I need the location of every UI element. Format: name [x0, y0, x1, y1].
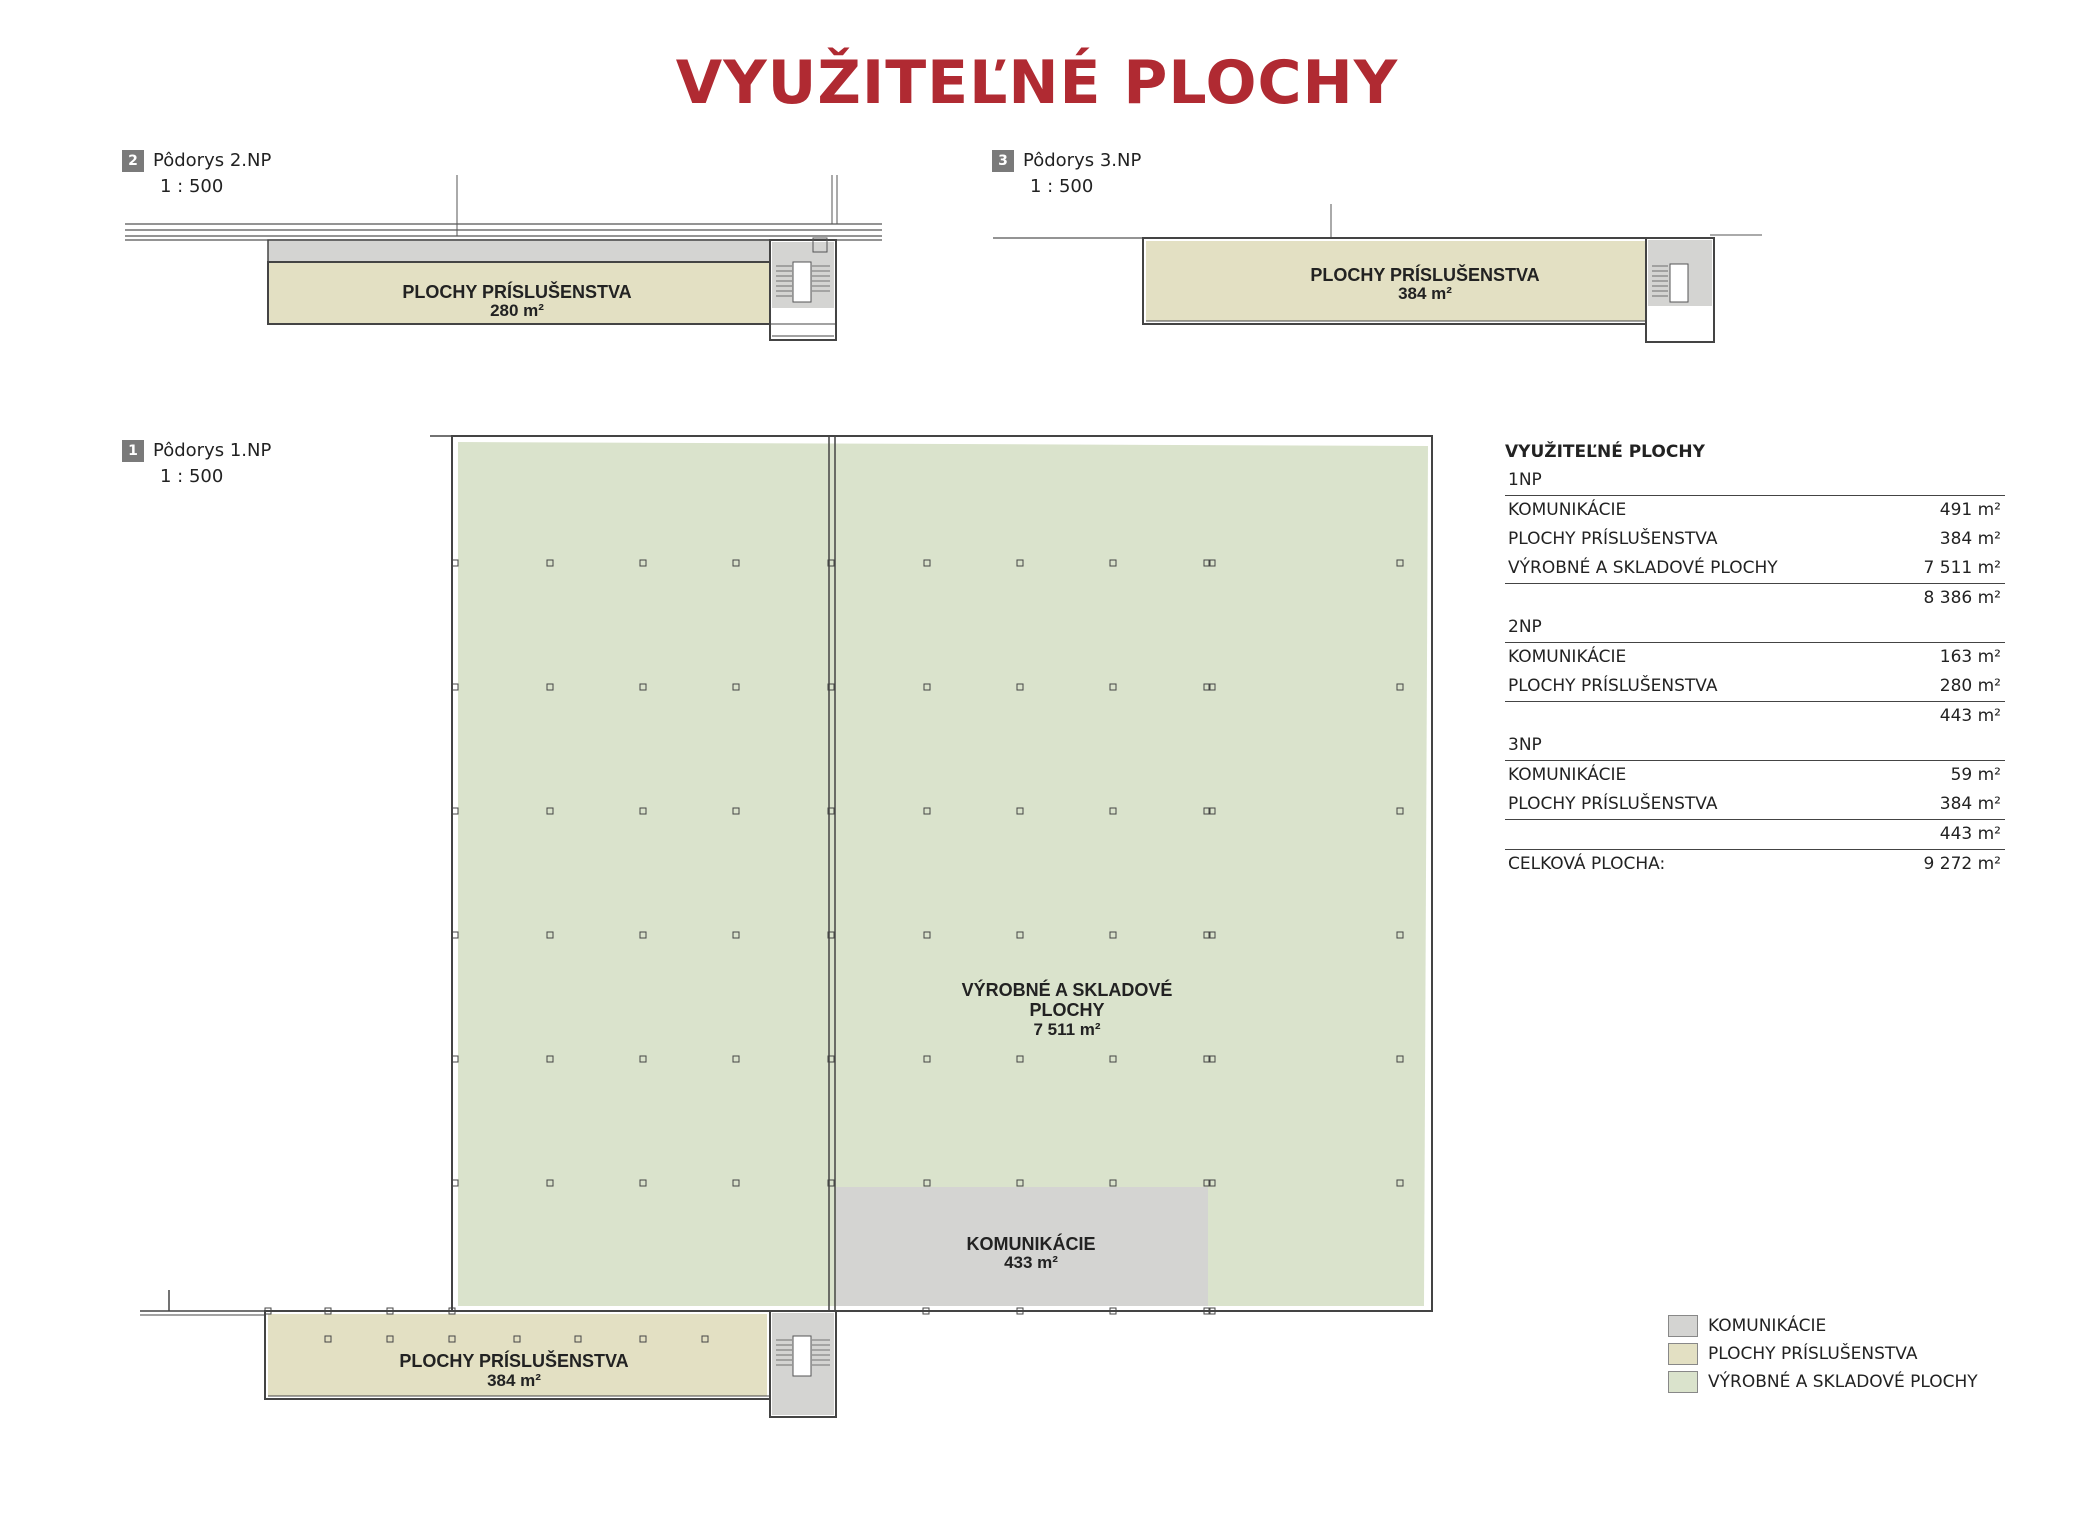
row-value: 491 m²: [1939, 500, 2001, 520]
legend-item-vyrobne: [1668, 1368, 1978, 1396]
summary-row: [1505, 525, 2005, 554]
np3-zone-area: 384 m²: [1398, 284, 1452, 303]
legend-swatch: [1668, 1343, 1698, 1365]
page-title: VYUŽITEĽNÉ PLOCHY: [675, 48, 1399, 118]
legend-label: KOMUNIKÁCIE: [1708, 1316, 1827, 1336]
np2-zone-area: 280 m²: [490, 301, 544, 320]
summary-row: [1505, 643, 2005, 672]
plan-number-badge: 2: [122, 150, 144, 172]
subtotal-value: 443 m²: [1939, 824, 2001, 844]
legend: [1668, 1312, 1978, 1396]
summary-section-3np: [1505, 731, 2005, 761]
row-label: KOMUNIKÁCIE: [1508, 500, 1627, 520]
legend-label: PLOCHY PRÍSLUŠENSTVA: [1708, 1344, 1918, 1364]
plan-2np: [125, 175, 882, 340]
row-label: PLOCHY PRÍSLUŠENSTVA: [1508, 794, 1718, 814]
grand-total-value: 9 272 m²: [1923, 854, 2001, 874]
subtotal-value: 443 m²: [1939, 706, 2001, 726]
np1-prislusenstvo-area: 384 m²: [487, 1371, 541, 1390]
summary-heading: VYUŽITEĽNÉ PLOCHY: [1505, 442, 1705, 462]
np1-komunikacie-area: 433 m²: [1004, 1253, 1058, 1272]
row-label: KOMUNIKÁCIE: [1508, 647, 1627, 667]
floor-label: 3NP: [1508, 735, 1542, 755]
np1-vyrobne-name-1: VÝROBNÉ A SKLADOVÉ: [961, 980, 1173, 1000]
plan-3np: [993, 204, 1762, 342]
summary-grand-total: [1505, 850, 2005, 879]
legend-item-prislusenstvo: [1668, 1340, 1978, 1368]
legend-swatch: [1668, 1315, 1698, 1337]
row-value: 59 m²: [1950, 765, 2001, 785]
row-value: 384 m²: [1939, 529, 2001, 549]
legend-item-komunikacie: [1668, 1312, 1978, 1340]
legend-swatch: [1668, 1371, 1698, 1393]
summary-row: [1505, 790, 2005, 820]
summary-section-1np: [1505, 466, 2005, 496]
plan-scale: 1 : 500: [1030, 176, 1094, 197]
summary-subtotal: [1505, 584, 2005, 613]
row-value: 280 m²: [1939, 676, 2001, 696]
plan-name: Pôdorys 1.NP: [153, 440, 272, 461]
summary-row: [1505, 672, 2005, 702]
summary-table: [1505, 438, 2005, 879]
row-label: PLOCHY PRÍSLUŠENSTVA: [1508, 676, 1718, 696]
floor-label: 1NP: [1508, 470, 1542, 490]
np1-vyrobne-zone: [458, 442, 1428, 1306]
grand-total-label: CELKOVÁ PLOCHA:: [1508, 854, 1666, 874]
summary-section-2np: [1505, 613, 2005, 643]
row-label: PLOCHY PRÍSLUŠENSTVA: [1508, 529, 1718, 549]
row-value: 163 m²: [1939, 647, 2001, 667]
summary-row: [1505, 496, 2005, 525]
plan-scale: 1 : 500: [160, 176, 224, 197]
plan-name: Pôdorys 3.NP: [1023, 150, 1142, 171]
summary-subtotal: [1505, 820, 2005, 850]
plan-number-badge: 1: [122, 440, 144, 462]
np1-prislusenstvo-name: PLOCHY PRÍSLUŠENSTVA: [399, 1351, 629, 1371]
subtotal-value: 8 386 m²: [1923, 588, 2001, 608]
np1-komunikacie-name: KOMUNIKÁCIE: [966, 1234, 1096, 1254]
summary-subtotal: [1505, 702, 2005, 731]
np2-komunikacie-strip: [268, 240, 770, 262]
summary-row: [1505, 761, 2005, 790]
plan-1np: [140, 436, 1432, 1417]
row-value: 384 m²: [1939, 794, 2001, 814]
summary-row: [1505, 554, 2005, 584]
plan-name: Pôdorys 2.NP: [153, 150, 272, 171]
row-label: VÝROBNÉ A SKLADOVÉ PLOCHY: [1508, 558, 1778, 578]
floor-label: 2NP: [1508, 617, 1542, 637]
plan-number-badge: 3: [992, 150, 1014, 172]
row-label: KOMUNIKÁCIE: [1508, 765, 1627, 785]
np3-zone-name: PLOCHY PRÍSLUŠENSTVA: [1310, 265, 1540, 285]
np1-vyrobne-name-2: PLOCHY: [1029, 1000, 1105, 1020]
np1-vyrobne-area: 7 511 m²: [1033, 1020, 1101, 1039]
legend-label: VÝROBNÉ A SKLADOVÉ PLOCHY: [1708, 1372, 1978, 1392]
row-value: 7 511 m²: [1923, 558, 2001, 578]
plan-scale: 1 : 500: [160, 466, 224, 487]
np2-zone-name: PLOCHY PRÍSLUŠENSTVA: [402, 282, 632, 302]
